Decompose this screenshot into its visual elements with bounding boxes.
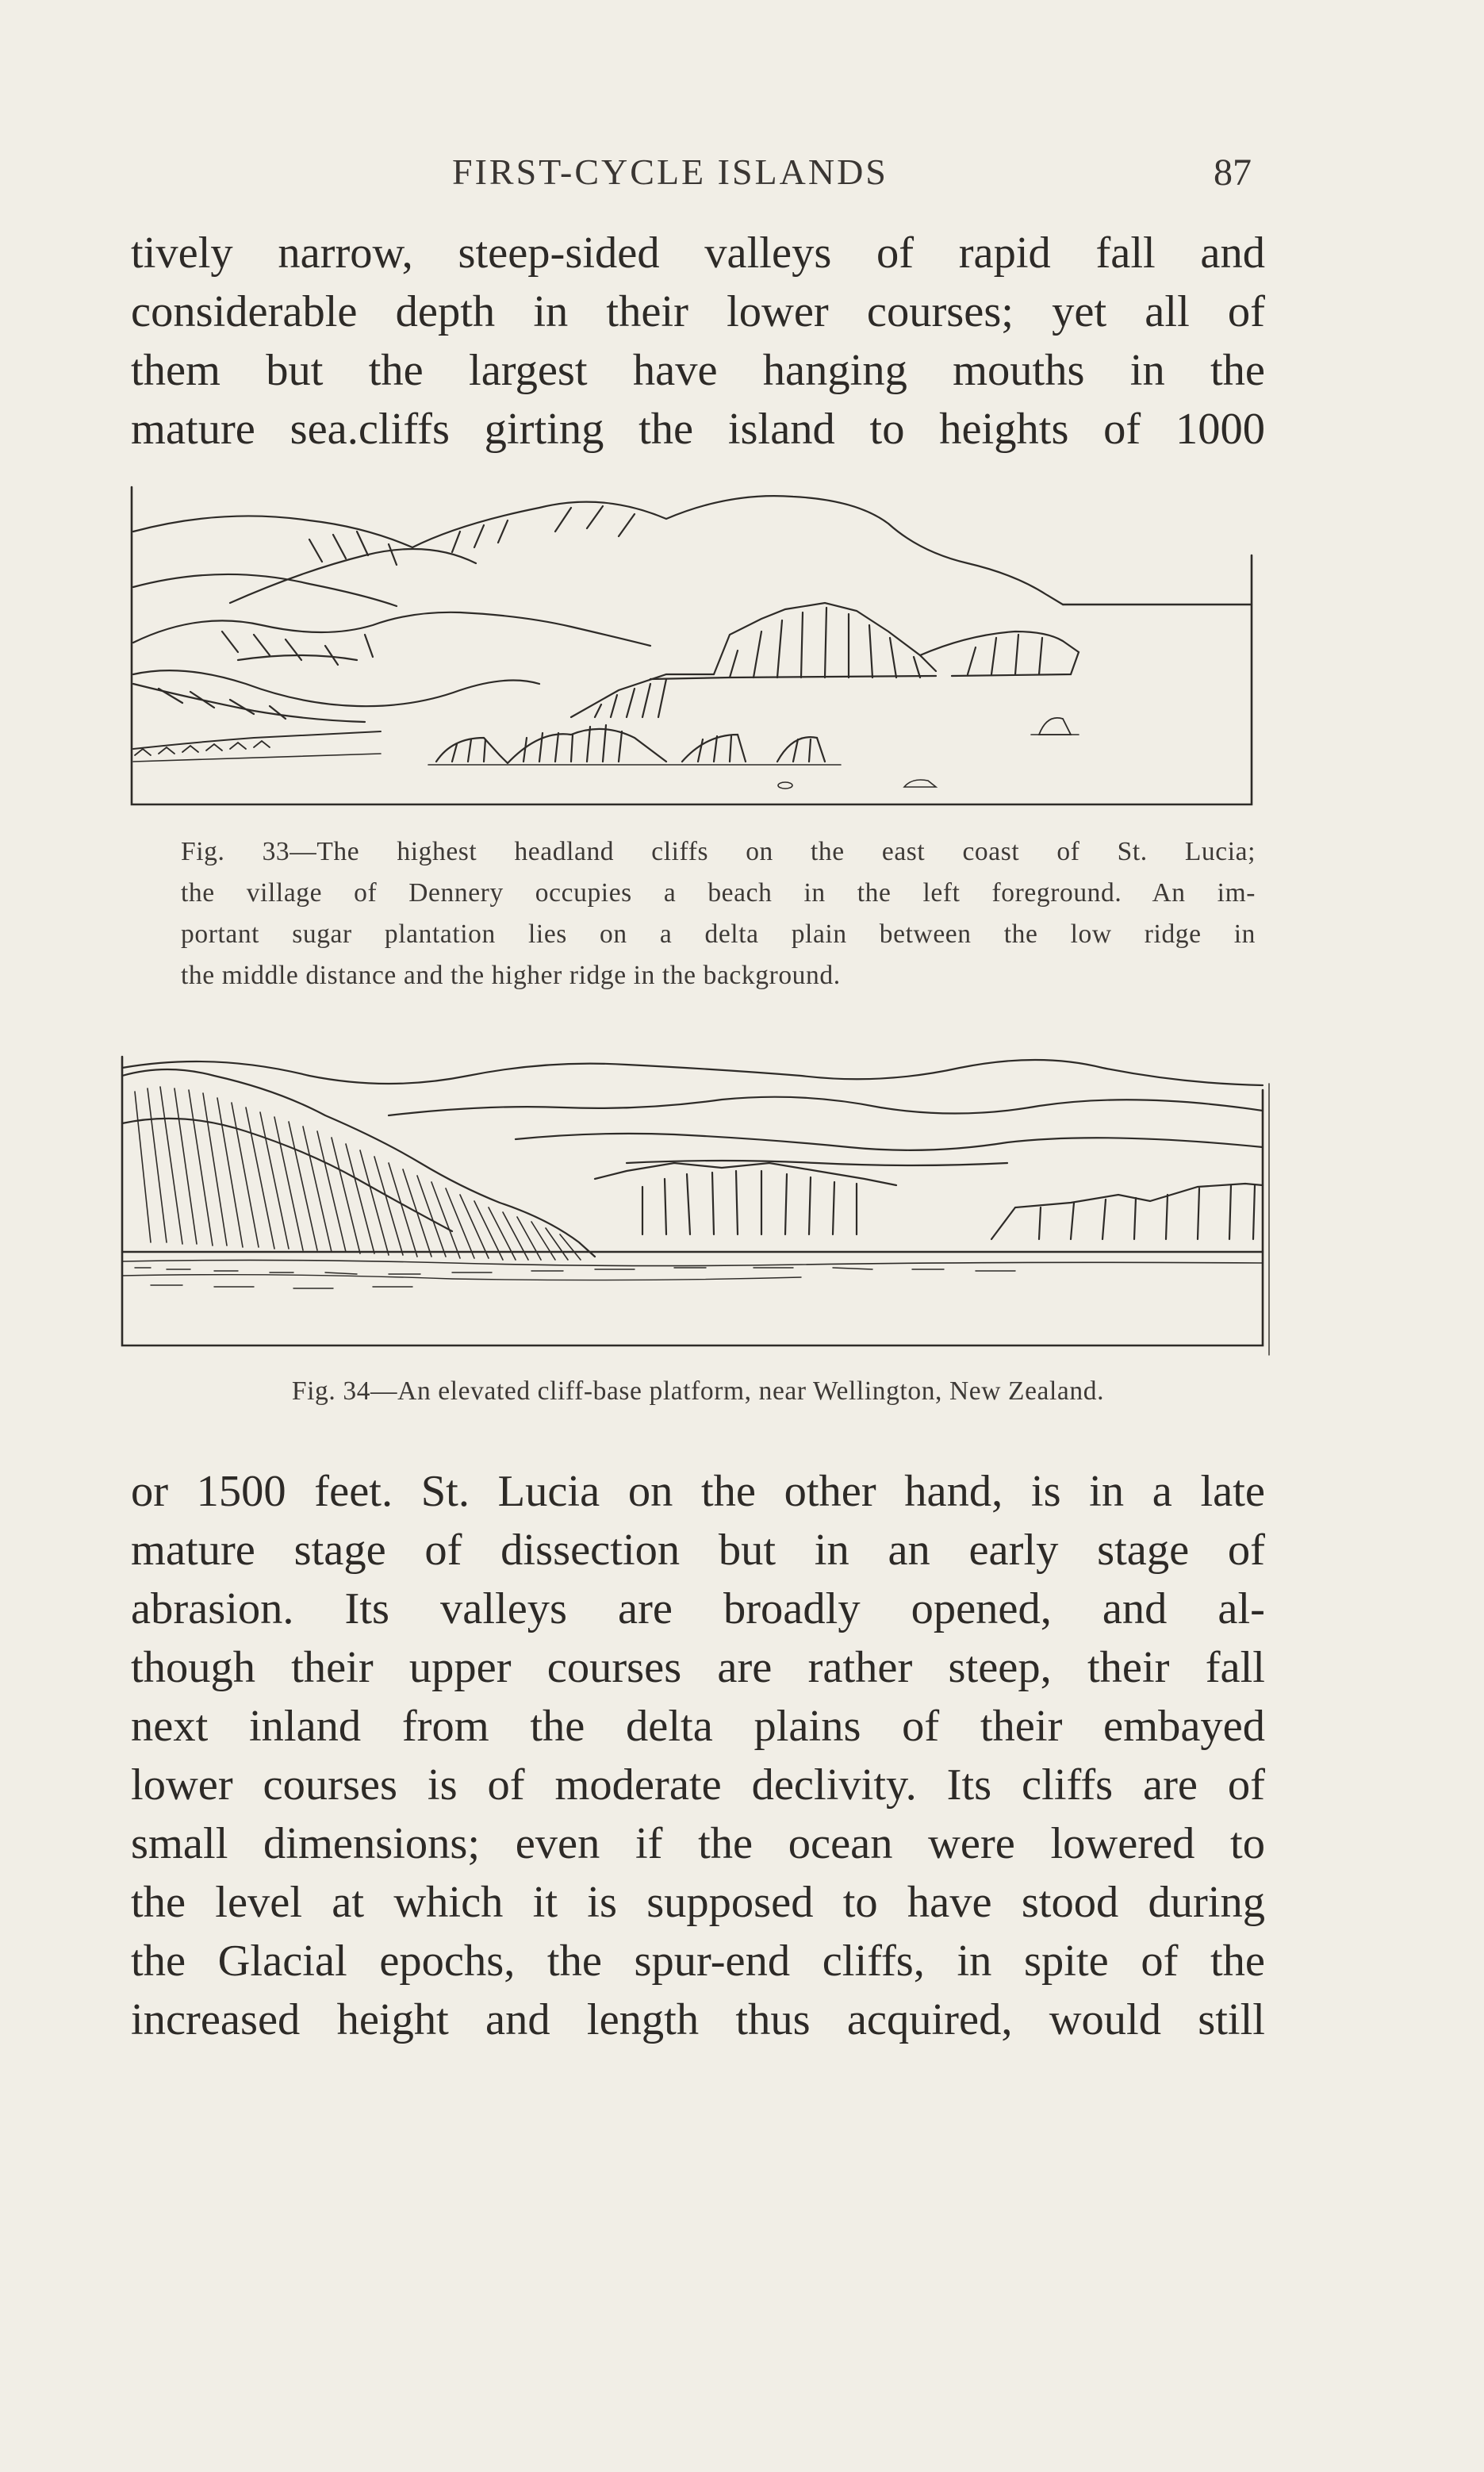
- text-line: though their upper courses are rather steep, their fall: [131, 1643, 1265, 1692]
- text-line: tively narrow, steep-sided valleys of rapid fall and: [131, 228, 1265, 278]
- text-line: mature sea.cliffs girting the island to heights of 1000: [131, 405, 1265, 454]
- caption-line: the middle distance and the higher ridge in the background.: [181, 961, 841, 990]
- text-line: or 1500 feet. St. Lucia on the other hand, is in a late: [131, 1467, 1265, 1516]
- running-title: FIRST-CYCLE ISLANDS: [452, 152, 888, 192]
- page-number: 87: [1214, 152, 1252, 194]
- figure-33-illustration: [127, 476, 1269, 817]
- text-line: next inland from the delta plains of their embayed: [131, 1702, 1265, 1751]
- running-head: [0, 151, 1484, 206]
- text-line: lower courses is of moderate declivity. Its cliffs are of: [131, 1760, 1265, 1810]
- top-paragraph: [131, 224, 1265, 459]
- bottom-paragraph: [131, 1462, 1265, 2049]
- text-line: small dimensions; even if the ocean were lowered to: [131, 1819, 1265, 1868]
- text-line: abrasion. Its valleys are broadly opened, and al-: [131, 1584, 1265, 1633]
- caption-line: the village of Dennery occupies a beach in the left foreground. An im-: [181, 878, 1256, 908]
- text-line: increased height and length thus acquired, would still: [131, 1995, 1265, 2044]
- text-line: the level at which it is supposed to have stood during: [131, 1878, 1265, 1927]
- text-line: the Glacial epochs, the spur-end cliffs, in spite of the: [131, 1937, 1265, 1986]
- figure-34-caption: [131, 1371, 1265, 1412]
- figure-33-caption: [181, 831, 1256, 996]
- text-line: considerable depth in their lower courses; yet all of: [131, 287, 1265, 336]
- caption-line: Fig. 34—An elevated cliff-base platform, near Wellington, New Zealand.: [291, 1376, 1105, 1406]
- figure-34-illustration: [119, 1044, 1277, 1361]
- caption-line: portant sugar plantation lies on a delta plain between the low ridge in: [181, 919, 1256, 949]
- text-line: them but the largest have hanging mouths in the: [131, 346, 1265, 395]
- caption-line: Fig. 33—The highest headland cliffs on the east coast of St. Lucia;: [181, 837, 1256, 866]
- text-line: mature stage of dissection but in an early stage of: [131, 1526, 1265, 1575]
